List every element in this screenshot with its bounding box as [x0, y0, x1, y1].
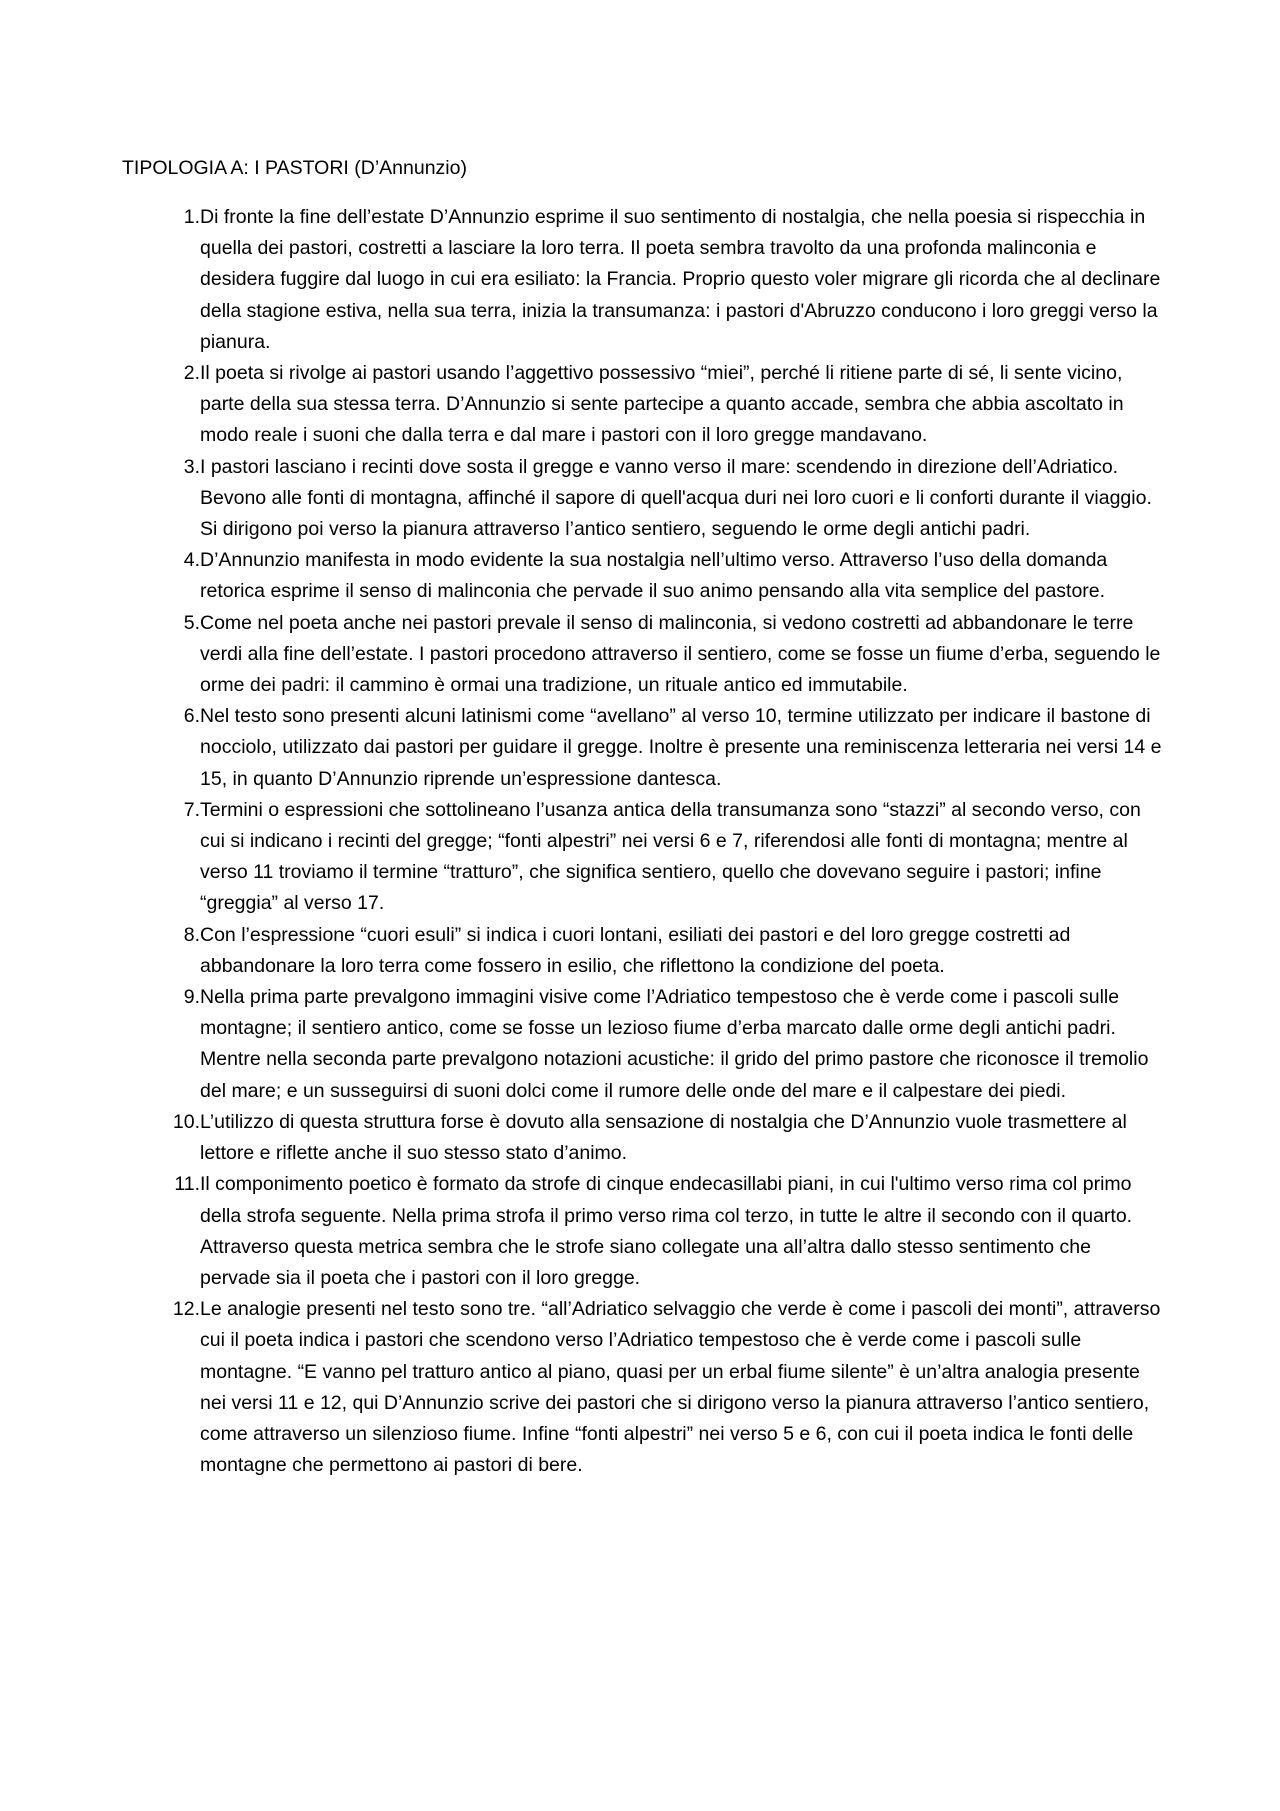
- list-item-number: 3.: [183, 455, 200, 478]
- list-item-number: 9.: [183, 986, 200, 1009]
- list-item-text: Il componimento poetico è formato da strofe di cinque endecasillabi piani, in cui l'ultimo verso rima col primo della strofa seguente. Nella prima strofa il primo verso rima col terzo, in tutte le altre il secondo con il quarto. Attraverso questa metrica sembra che le strofe siano collegate una all’altra dallo stesso sentimento che pervade sia il poeta che i pastori con il loro gregge.: [200, 1173, 1133, 1289]
- list-item-text: Nel testo sono presenti alcuni latinismi come “avellano” al verso 10, termine utilizzato per indicare il bastone di nocciolo, utilizzato dai pastori per guidare il gregge. Inoltre è presente una reminiscenza letteraria nei versi 14 e 15, in quanto D’Annunzio riprende un’espressione dantesca.: [200, 705, 1162, 790]
- list-item-9: [122, 982, 1165, 1107]
- list-item-7: [122, 795, 1165, 920]
- list-item-number: 12.: [172, 1298, 200, 1321]
- list-item-number: 4.: [183, 549, 200, 572]
- list-item-10: [122, 1107, 1165, 1169]
- document-title: TIPOLOGIA A: I PASTORI (D’Annunzio): [122, 157, 467, 179]
- list-item-number: 7.: [183, 798, 200, 821]
- list-item-2: [122, 358, 1165, 452]
- list-item-text: Termini o espressioni che sottolineano l’usanza antica della transumanza sono “stazzi” al secondo verso, con cui si indicano i recinti del gregge; “fonti alpestri” nei versi 6 e 7, riferendosi alle fonti di montagna; mentre al verso 11 troviamo il termine “tratturo”, che significa sentiero, quello che dovevano seguire i pastori; infine “greggia” al verso 17.: [200, 798, 1141, 915]
- list-item-text: Il poeta si rivolge ai pastori usando l’aggettivo possessivo “miei”, perché li ritiene parte di sé, li sente vicino, parte della sua stessa terra. D’Annunzio si sente partecipe a quanto accade, sembra che abbia ascoltato in modo reale i suoni che dalla terra e dal mare i pastori con il loro gregge mandavano.: [200, 362, 1124, 447]
- list-item-number: 2.: [183, 362, 200, 385]
- list-item-text: D’Annunzio manifesta in modo evidente la sua nostalgia nell’ultimo verso. Attraverso l’uso della domanda retorica esprime il senso di malinconia che pervade il suo animo pensando alla vita semplice del pastore.: [200, 549, 1108, 603]
- list-item-number: 11.: [174, 1173, 200, 1196]
- list-item-text: Come nel poeta anche nei pastori prevale il senso di malinconia, si vedono costretti ad abbandonare le terre verdi alla fine dell’estate. I pastori procedono attraverso il sentiero, come se fosse un fiume d’erba, seguendo le orme dei padri: il cammino è ormai una tradizione, un rituale antico ed immutabile.: [200, 611, 1161, 697]
- list-item-text: I pastori lasciano i recinti dove sosta il gregge e vanno verso il mare: scendendo in direzione dell’Adriatico. Bevono alle fonti di montagna, affinché il sapore di quell'acqua duri nei loro cuori e li conforti durante il viaggio. Si dirigono poi verso la pianura attraverso l’antico sentiero, seguendo le orme degli antichi padri.: [200, 455, 1152, 541]
- list-item-11: [122, 1169, 1165, 1294]
- list-item-6: [122, 701, 1165, 795]
- list-item-number: 1.: [183, 206, 200, 228]
- list-item-12: [122, 1294, 1165, 1481]
- list-item-text: Con l’espressione “cuori esuli” si indica i cuori lontani, esiliati dei pastori e del loro gregge costretti ad abbandonare la loro terra come fossero in esilio, che riflettono la condizione del poeta.: [200, 923, 1071, 977]
- list-item-number: 8.: [183, 923, 200, 946]
- list-item-3: [122, 452, 1165, 546]
- list-item-text: Di fronte la fine dell’estate D’Annunzio esprime il suo sentimento di nostalgia, che nella poesia si rispecchia in quella dei pastori, costretti a lasciare la loro terra. Il poeta sembra travolto da una profonda malinconia e desidera fuggire dal luogo in cui era esiliato: la Francia. Proprio questo voler migrare gli ricorda che al declinare della stagione estiva, nella sua terra, inizia la transumanza: i pastori d'Abruzzo conducono i loro greggi verso la pianura.: [200, 206, 1161, 353]
- list-item-text: Nella prima parte prevalgono immagini visive come l’Adriatico tempestoso che è verde come i pascoli sulle montagne; il sentiero antico, come se fosse un lezioso fiume d’erba marcato dalle orme degli antichi padri. Mentre nella seconda parte prevalgono notazioni acustiche: il grido del primo pastore che riconosce il tremolio del mare; e un susseguirsi di suoni dolci come il rumore delle onde del mare e il calpestare dei piedi.: [200, 986, 1149, 1102]
- list-item-number: 6.: [183, 705, 200, 728]
- list-item-number: 5.: [183, 611, 200, 634]
- answer-list: [122, 202, 1165, 1481]
- list-item-5: [122, 608, 1165, 702]
- list-item-1: [122, 202, 1165, 358]
- list-item-4: [122, 545, 1165, 607]
- list-item-text: L’utilizzo di questa struttura forse è dovuto alla sensazione di nostalgia che D’Annunzio vuole trasmettere al lettore e riflette anche il suo stesso stato d’animo.: [200, 1110, 1127, 1165]
- list-item-text: Le analogie presenti nel testo sono tre. “all’Adriatico selvaggio che verde è come i pascoli dei monti”, attraverso cui il poeta indica i pastori che scendono verso l’Adriatico tempestoso che è verde come i pascoli sulle montagne. “E vanno pel tratturo antico al piano, quasi per un erbal fiume silente” è un’altra analogia presente nei versi 11 e 12, qui D’Annunzio scrive dei pastori che si dirigono verso la pianura attraverso l’antico sentiero, come attraverso un silenzioso fiume. Infine “fonti alpestri” nei verso 5 e 6, con cui il poeta indica le fonti delle montagne che permettono ai pastori di bere.: [200, 1298, 1161, 1477]
- list-item-8: [122, 920, 1165, 982]
- list-item-number: 10.: [172, 1110, 200, 1133]
